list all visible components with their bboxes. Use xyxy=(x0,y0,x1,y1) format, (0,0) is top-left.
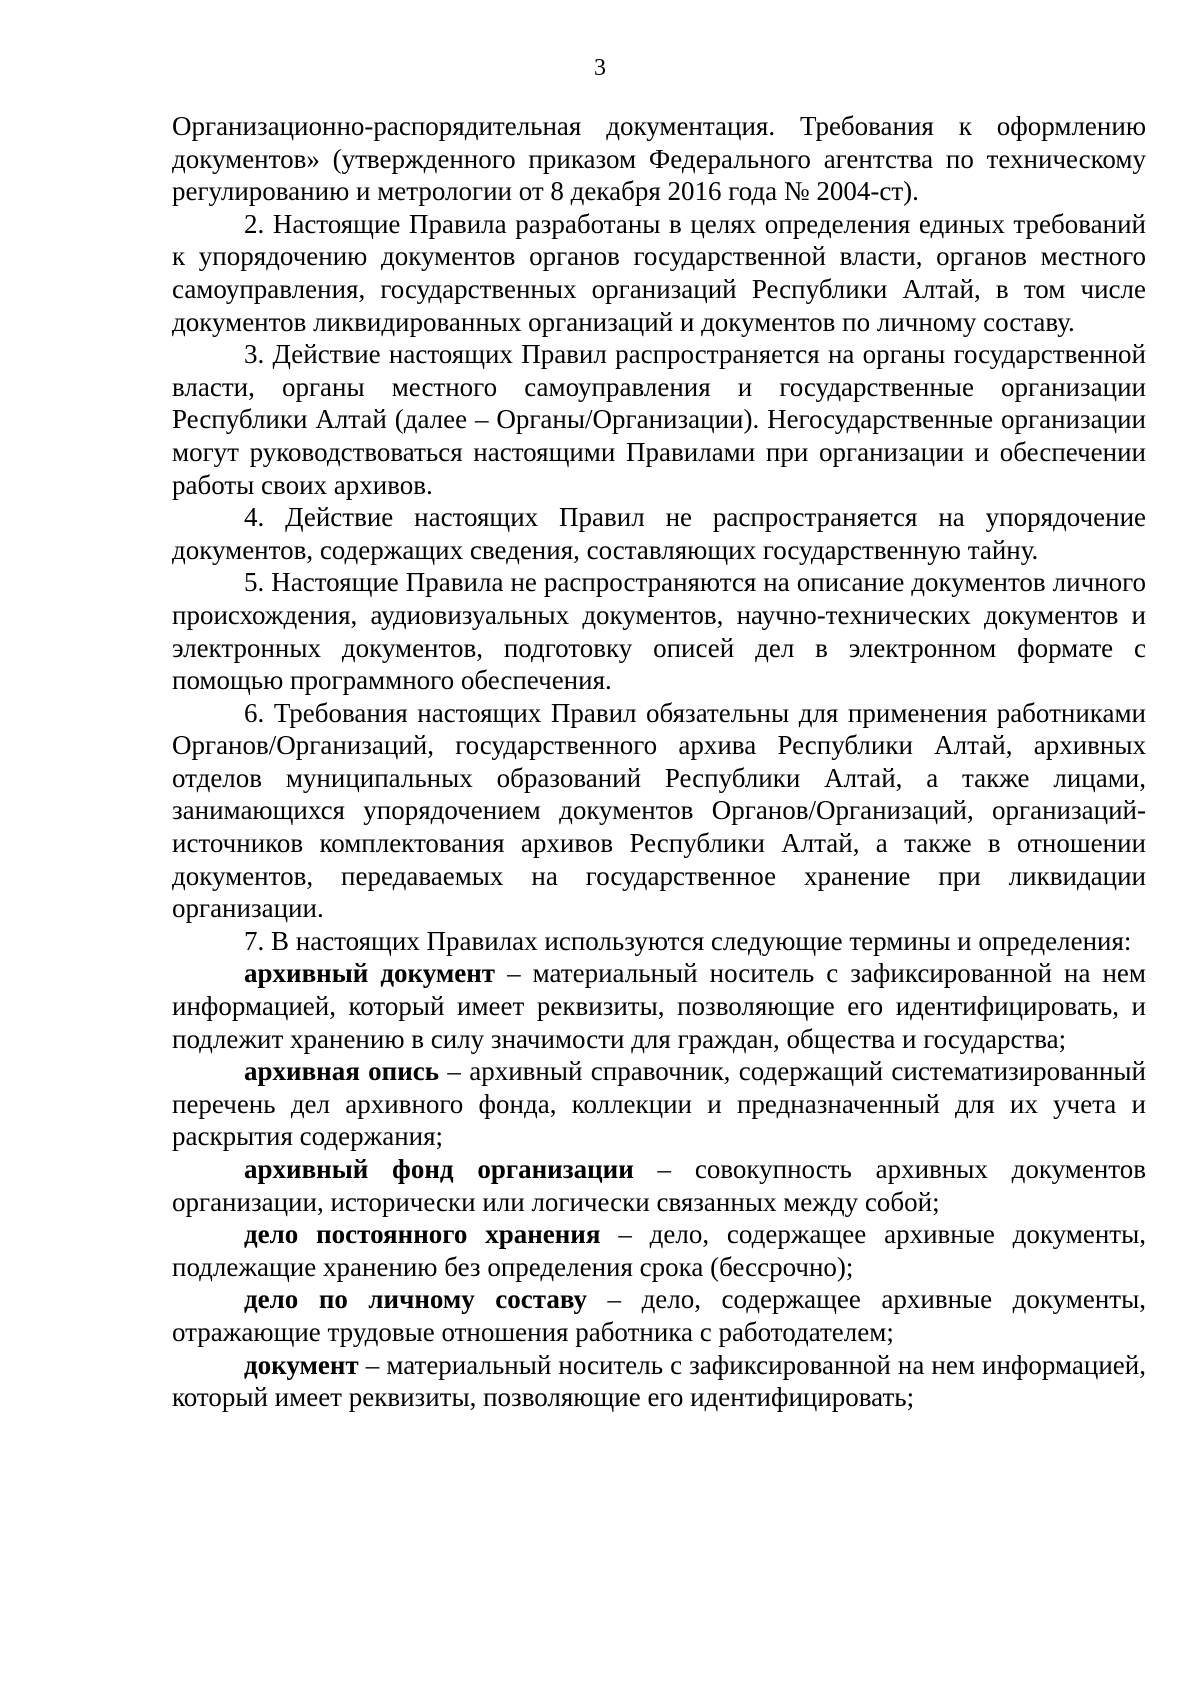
paragraph-item-6: 6. Требования настоящих Правил обязательны для применения работниками Органов/Организаций, государственного архива Республики Алтай, архивных отделов муниципальных образований Республики Алтай, а также лицами, занимающихся упорядочением документов Органов/Организаций, организаций-источников комплектования архивов Республики Алтай, а также в отношении документов, передаваемых на государственное хранение при ликвидации организации. xyxy=(172,697,1146,924)
paragraph-item-2: 2. Настоящие Правила разработаны в целях определения единых требований к упорядочению документов органов государственной власти, органов местного самоуправления, государственных организаций Республики Алтай, в том числе документов ликвидированных организаций и документов по личному составу. xyxy=(172,208,1146,337)
paragraph-item-7: 7. В настоящих Правилах используются следующие термины и определения: xyxy=(244,925,1132,956)
definition-text: – дело, содержащее архивные документы, отражающие трудовые отношения работника с работодателем; xyxy=(172,1284,1146,1347)
definition-term: архивный фонд организации xyxy=(244,1154,634,1184)
definition-archival-document xyxy=(172,957,1146,1055)
document-body xyxy=(172,110,1146,1414)
definition-text: – материальный носитель с зафиксированной на нем информацией, который имеет реквизиты, позволяющие его идентифицировать, и подлежит хранению в силу значимости для граждан, общества и государства; xyxy=(172,958,1146,1054)
definition-document xyxy=(172,1349,1146,1414)
paragraph-item-4: 4. Действие настоящих Правил не распространяется на упорядочение документов, содержащих сведения, составляющих государственную тайну. xyxy=(172,502,1146,565)
definition-term: архивная опись xyxy=(244,1056,440,1087)
definition-term: дело постоянного хранения xyxy=(244,1219,601,1250)
definition-text: – дело, содержащее архивные документы, подлежащие хранению без определения срока (бессрочно); xyxy=(172,1219,1146,1282)
definition-text: – совокупность архивных документов организации, исторически или логически связанных между собой; xyxy=(172,1154,1146,1217)
paragraph-item-5: 5. Настоящие Правила не распространяются на описание документов личного происхождения, аудиовизуальных документов, научно-технических документов и электронных документов, подготовку описей дел в электронном формате с помощью программного обеспечения. xyxy=(172,567,1146,696)
definition-text: – материальный носитель с зафиксированной на нем информацией, который имеет реквизиты, позволяющие его идентифицировать; xyxy=(172,1349,1146,1413)
definition-archival-fund xyxy=(172,1153,1146,1218)
page-number: 3 xyxy=(594,55,606,81)
definition-text: – архивный справочник, содержащий систематизированный перечень дел архивного фонда, коллекции и предназначенный для их учета и раскрытия содержания; xyxy=(172,1056,1146,1152)
definition-term: документ xyxy=(244,1349,359,1380)
definition-term: архивный документ xyxy=(244,958,496,989)
definition-term: дело по личному составу xyxy=(244,1284,588,1315)
paragraph-item-3: 3. Действие настоящих Правил распространяется на органы государственной власти, органы местного самоуправления и государственные организации Республики Алтай (далее – Органы/Организации). Негосударственные организации могут руководствоваться настоящими Правилами при организации и обеспечении работы своих архивов. xyxy=(172,339,1146,500)
definition-personnel-file xyxy=(172,1283,1146,1348)
paragraph-continuation: Организационно-распорядительная документация. Требования к оформлению документов» (утвержденного приказом Федерального агентства по техническому регулированию и метрологии от 8 декабря 2016 года № 2004-ст). xyxy=(172,111,1146,207)
definition-permanent-file xyxy=(172,1218,1146,1283)
definition-archival-inventory xyxy=(172,1055,1146,1153)
